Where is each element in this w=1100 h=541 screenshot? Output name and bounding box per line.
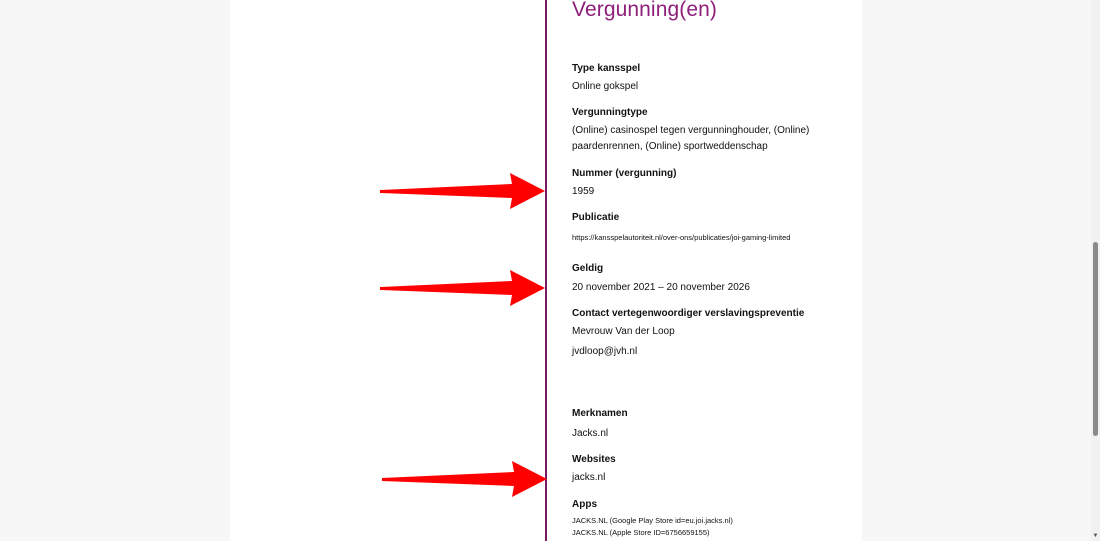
app-item-google-play: JACKS.NL (Google Play Store id=eu.joi.jacks.nl) <box>572 516 733 525</box>
red-arrow-icon <box>378 171 548 211</box>
merknamen-label: Merknamen <box>572 408 628 419</box>
nummer-label: Nummer (vergunning) <box>572 168 677 179</box>
contact-label: Contact vertegenwoordiger verslavingspreventie <box>572 308 805 319</box>
geldig-label: Geldig <box>572 263 604 274</box>
vergunningtype-label: Vergunningtype <box>572 107 648 118</box>
websites-link[interactable]: jacks.nl <box>572 472 606 483</box>
geldig-value: 20 november 2021 – 20 november 2026 <box>572 282 750 293</box>
red-arrow-icon <box>378 268 548 308</box>
scrollbar-thumb[interactable] <box>1093 242 1098 436</box>
publicatie-link[interactable]: https://kansspelautoriteit.nl/over-ons/publicaties/joi-gaming-limited <box>572 233 791 242</box>
publicatie-label: Publicatie <box>572 212 620 223</box>
scroll-down-arrow-icon[interactable]: ▼ <box>1092 533 1099 539</box>
red-arrow-icon <box>380 459 550 499</box>
websites-label: Websites <box>572 454 616 465</box>
type-kansspel-value: Online gokspel <box>572 81 639 92</box>
vertical-scrollbar[interactable] <box>1091 0 1100 541</box>
apps-label: Apps <box>572 499 597 510</box>
type-kansspel-label: Type kansspel <box>572 63 641 74</box>
vergunningtype-value: (Online) casinospel tegen vergunninghouder, (Online) paardenrennen, (Online) sportweddenschap <box>572 125 810 152</box>
section-title: Vergunning(en) <box>572 0 718 21</box>
nummer-value: 1959 <box>572 186 595 197</box>
contact-name: Mevrouw Van der Loop <box>572 326 675 337</box>
app-item-apple-store: JACKS.NL (Apple Store ID=6756659155) <box>572 528 710 537</box>
contact-email[interactable]: jvdloop@jvh.nl <box>572 346 638 357</box>
merknamen-value: Jacks.nl <box>572 428 609 439</box>
